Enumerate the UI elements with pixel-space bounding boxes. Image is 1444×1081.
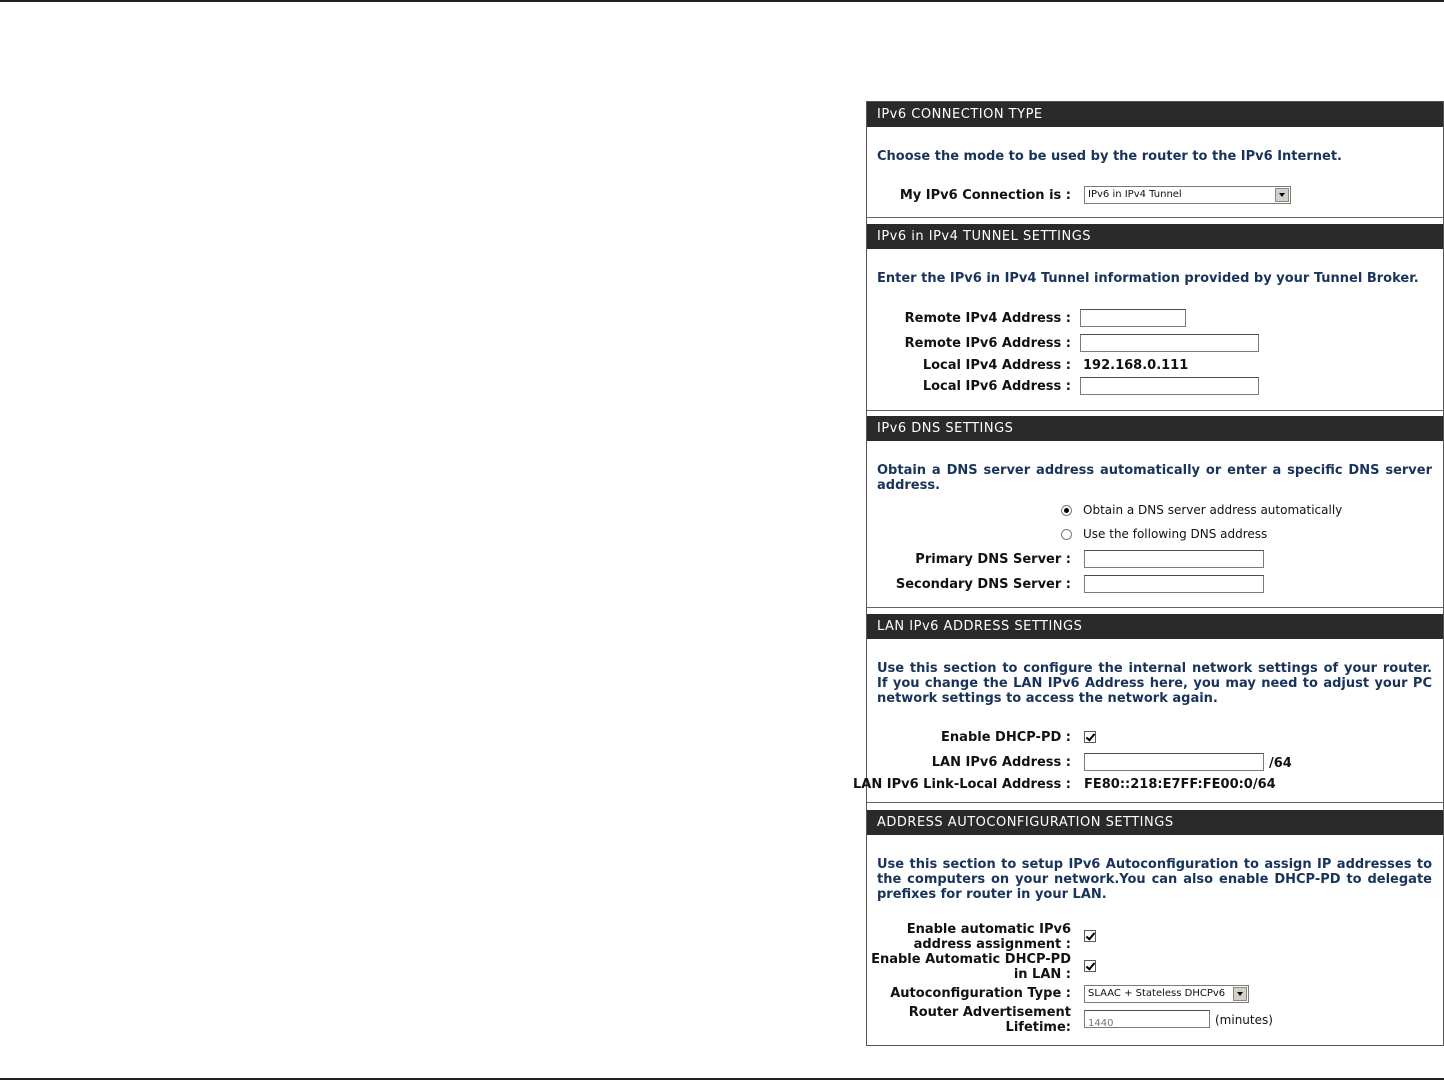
page-bottom-rule bbox=[0, 1078, 1444, 1080]
remote-ipv4-field[interactable] bbox=[1080, 309, 1186, 327]
auto-dhcp-pd-label: Enable Automatic DHCP-PD in LAN : bbox=[871, 952, 1071, 982]
dns-auto-label: Obtain a DNS server address automatically bbox=[1083, 503, 1343, 517]
remote-ipv4-input[interactable] bbox=[1081, 315, 1185, 331]
chevron-down-icon[interactable] bbox=[1233, 987, 1247, 1001]
lan-ipv6-address-field[interactable] bbox=[1084, 753, 1264, 771]
connection-type-selected: IPv6 in IPv4 Tunnel bbox=[1088, 189, 1182, 200]
primary-dns-field[interactable] bbox=[1084, 550, 1264, 568]
lan-ipv6-prefix-suffix: /64 bbox=[1269, 756, 1292, 771]
lan-ipv6-section bbox=[853, 614, 1443, 803]
auto-assign-label: Enable automatic IPv6 address assignment : bbox=[906, 922, 1071, 952]
ra-lifetime-input[interactable] bbox=[1085, 1016, 1209, 1032]
secondary-dns-field[interactable] bbox=[1084, 575, 1264, 593]
section-divider bbox=[867, 802, 1443, 803]
autoconfig-description: Use this section to setup IPv6 Autoconfiguration to assign IP addresses to the computers on your network.You can also enable DHCP-PD to delegate prefixes for router in your LAN. bbox=[877, 857, 1432, 902]
local-ipv6-label: Local IPv6 Address : bbox=[922, 379, 1071, 394]
remote-ipv6-field[interactable] bbox=[1080, 334, 1259, 352]
lan-ipv6-description: Use this section to configure the internal network settings of your router. If you change the LAN IPv6 Address here, you may need to adjust your PC network settings to access the network again. bbox=[877, 661, 1432, 706]
local-ipv4-label: Local IPv4 Address : bbox=[922, 358, 1071, 373]
tunnel-settings-header: IPv6 in IPv4 TUNNEL SETTINGS bbox=[867, 224, 1443, 249]
dns-manual-radio[interactable] bbox=[1061, 529, 1072, 540]
secondary-dns-label: Secondary DNS Server : bbox=[895, 577, 1071, 592]
local-ipv4-value: 192.168.0.111 bbox=[1083, 358, 1189, 373]
tunnel-settings-section bbox=[867, 224, 1443, 410]
link-local-label: LAN IPv6 Link-Local Address : bbox=[853, 777, 1071, 792]
autoconfig-section bbox=[867, 810, 1443, 1045]
lan-ipv6-address-input[interactable] bbox=[1085, 759, 1263, 775]
local-ipv6-input[interactable] bbox=[1081, 383, 1258, 399]
dns-settings-description: Obtain a DNS server address automatically or enter a specific DNS server address. bbox=[877, 463, 1432, 493]
dhcp-pd-label: Enable DHCP-PD : bbox=[941, 730, 1071, 745]
tunnel-settings-description: Enter the IPv6 in IPv4 Tunnel information provided by your Tunnel Broker. bbox=[877, 271, 1419, 286]
lan-ipv6-header: LAN IPv6 ADDRESS SETTINGS bbox=[867, 614, 1443, 639]
auto-dhcp-pd-checkbox[interactable] bbox=[1084, 960, 1096, 972]
chevron-down-icon[interactable] bbox=[1275, 188, 1289, 202]
link-local-value: FE80::218:E7FF:FE00:0/64 bbox=[1084, 777, 1276, 792]
auto-assign-checkbox[interactable] bbox=[1084, 930, 1096, 942]
primary-dns-label: Primary DNS Server : bbox=[915, 552, 1071, 567]
dhcp-pd-checkbox[interactable] bbox=[1084, 731, 1096, 743]
remote-ipv6-label: Remote IPv6 Address : bbox=[904, 336, 1071, 351]
autoconfig-type-selected: SLAAC + Stateless DHCPv6 bbox=[1088, 988, 1226, 999]
primary-dns-input[interactable] bbox=[1085, 556, 1263, 572]
ipv6-settings-panel bbox=[853, 101, 1444, 1046]
section-divider bbox=[867, 410, 1443, 411]
connection-type-header: IPv6 CONNECTION TYPE bbox=[867, 102, 1443, 127]
remote-ipv4-label: Remote IPv4 Address : bbox=[904, 311, 1071, 326]
section-divider bbox=[867, 217, 1443, 218]
autoconfig-type-label: Autoconfiguration Type : bbox=[890, 986, 1071, 1001]
lan-ipv6-address-label: LAN IPv6 Address : bbox=[931, 755, 1071, 770]
section-divider bbox=[867, 607, 1443, 608]
local-ipv6-field[interactable] bbox=[1080, 377, 1259, 395]
dns-settings-section bbox=[867, 416, 1443, 608]
secondary-dns-input[interactable] bbox=[1085, 581, 1263, 597]
dns-manual-label: Use the following DNS address bbox=[1083, 527, 1268, 541]
autoconfig-header: ADDRESS AUTOCONFIGURATION SETTINGS bbox=[867, 810, 1443, 835]
ra-lifetime-field[interactable] bbox=[1084, 1010, 1210, 1028]
connection-type-label: My IPv6 Connection is : bbox=[899, 188, 1071, 203]
dns-auto-radio[interactable] bbox=[1061, 505, 1072, 516]
autoconfig-type-select[interactable] bbox=[1084, 985, 1249, 1003]
ra-lifetime-unit: (minutes) bbox=[1215, 1013, 1273, 1027]
connection-type-select[interactable] bbox=[1084, 186, 1291, 204]
remote-ipv6-input[interactable] bbox=[1081, 340, 1258, 356]
connection-type-description: Choose the mode to be used by the router to the IPv6 Internet. bbox=[877, 149, 1342, 164]
dns-settings-header: IPv6 DNS SETTINGS bbox=[867, 416, 1443, 441]
page-top-rule bbox=[0, 0, 1444, 2]
connection-type-section bbox=[867, 102, 1443, 219]
ra-lifetime-label: Router Advertisement Lifetime: bbox=[908, 1005, 1071, 1035]
